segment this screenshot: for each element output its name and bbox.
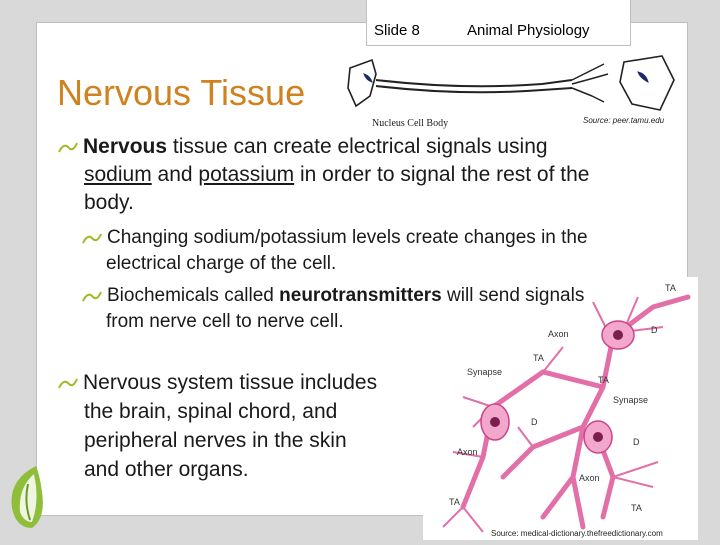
wave-bullet-icon [82, 289, 102, 303]
bullet-nervous-tissue [58, 133, 688, 217]
bullet-text: Changing sodium/potassium levels create changes in the [107, 227, 588, 248]
synapse-label: TA [598, 375, 609, 385]
subbullet-sodium-potassium [82, 225, 672, 277]
wave-bullet-icon [58, 140, 78, 154]
bullet-text: peripheral nerves in the skin [84, 429, 347, 452]
bullet-text: Biochemicals called [107, 285, 280, 306]
neuron-label: Nucleus Cell Body [372, 118, 449, 129]
synapse-label: Synapse [613, 395, 649, 405]
synapse-source: Source: medical-dictionary.thefreedictionary.com [491, 529, 663, 538]
bullet-text: and [151, 163, 199, 186]
synapse-label: Axon [548, 329, 569, 339]
nervous-bold: Nervous [83, 135, 168, 158]
bullet-text: electrical charge of the cell. [106, 253, 337, 274]
bullet-nervous-system [58, 368, 428, 484]
bullet-text: from nerve cell to nerve cell. [106, 311, 344, 332]
neuron-source: Source: peer.tamu.edu [583, 116, 665, 125]
bullet-text: body. [84, 191, 134, 214]
potassium-term: potassium [198, 163, 295, 186]
wave-bullet-icon [58, 376, 78, 390]
slide-number: Slide 8 [374, 22, 420, 39]
slide-title: Nervous Tissue [57, 72, 306, 113]
bullet-text: and other organs. [84, 458, 249, 481]
synapse-label: TA [631, 503, 642, 513]
subbullet-neurotransmitters [82, 283, 672, 335]
bullet-text: will send signals [441, 285, 585, 306]
synapse-label: TA [533, 353, 544, 363]
synapse-label: D [531, 417, 538, 427]
synapse-label: D [633, 437, 640, 447]
synapse-label: D [651, 325, 658, 335]
sodium-term: sodium [84, 163, 152, 186]
synapse-label: Axon [457, 447, 478, 457]
course-title: Animal Physiology [467, 22, 590, 39]
bullet-text: the brain, spinal chord, and [84, 400, 338, 423]
bullet-text: tissue can create electrical signals using [167, 135, 548, 158]
synapse-label: TA [449, 497, 460, 507]
synapse-label: TA [665, 283, 676, 293]
leaf-logo-icon [6, 462, 50, 532]
bullet-text: in order to signal the rest of the [294, 163, 590, 186]
wave-bullet-icon [82, 231, 102, 245]
neurotransmitters-bold: neurotransmitters [279, 285, 442, 306]
synapse-label: Synapse [467, 367, 503, 377]
synapse-label: Axon [579, 473, 600, 483]
bullet-text: Nervous system tissue includes [83, 371, 378, 394]
